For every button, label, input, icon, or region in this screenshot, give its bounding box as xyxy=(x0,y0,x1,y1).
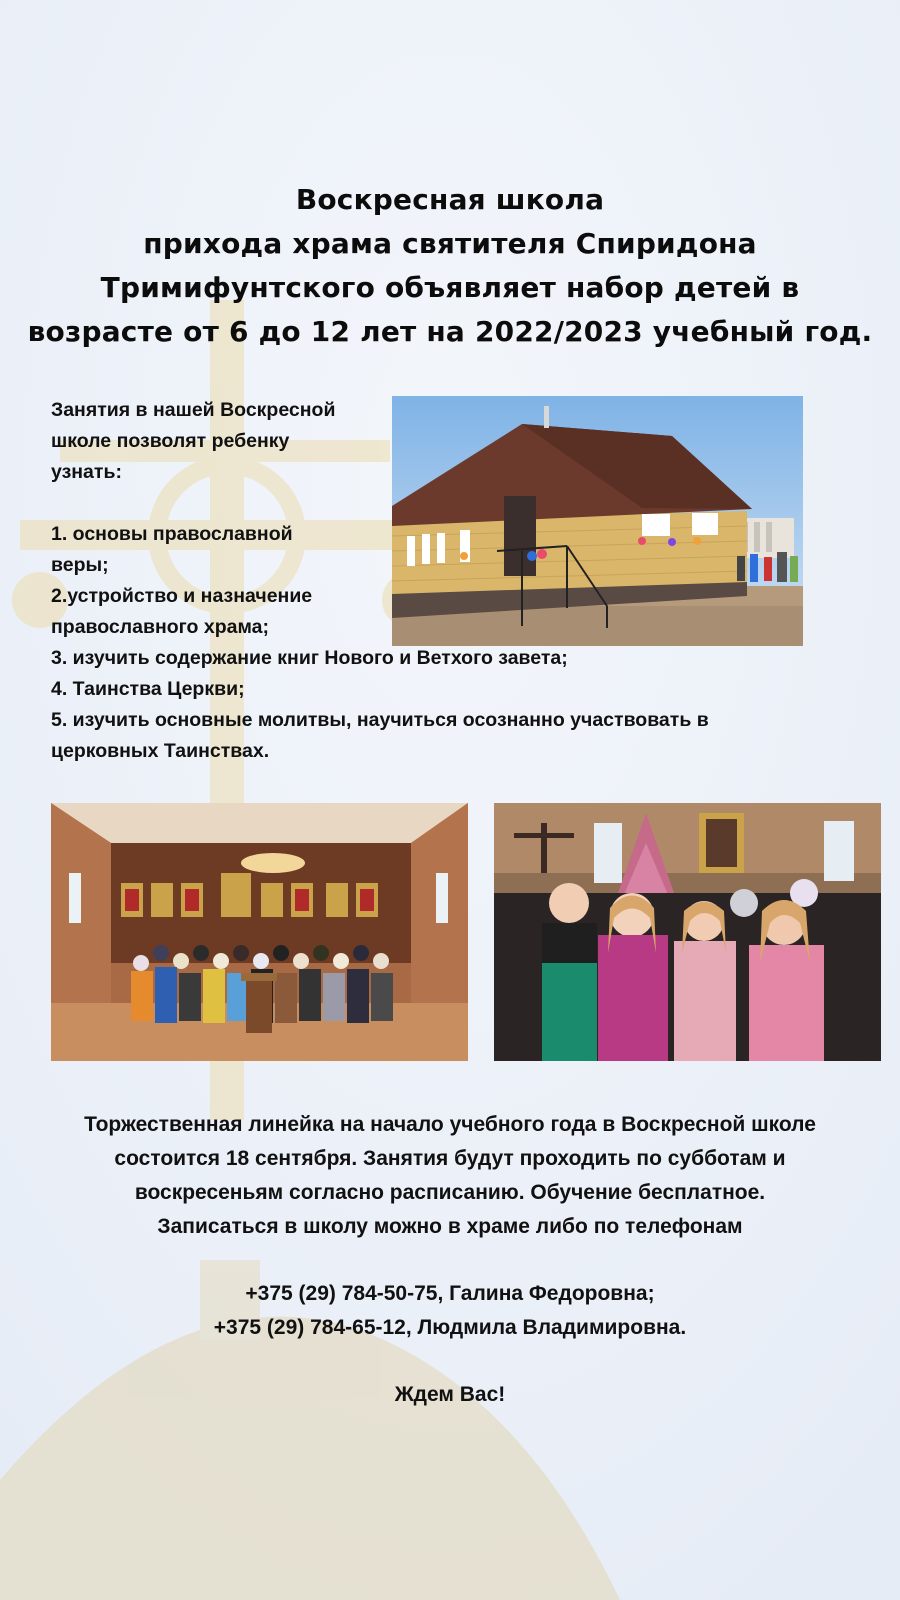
list-item: веры; xyxy=(51,554,109,576)
spacer xyxy=(0,1244,900,1277)
list-item: православного храма; xyxy=(51,616,269,638)
children-singing-photo xyxy=(494,803,881,1061)
announcement-line: воскресеньям согласно расписанию. Обучение бесплатное. xyxy=(134,1181,766,1204)
list-item: 5. изучить основные молитвы, научиться осознанно участвовать в xyxy=(51,709,709,731)
church-interior-photo xyxy=(51,803,468,1061)
school-building-photo xyxy=(392,396,803,646)
list-item: 2.устройство и назначение xyxy=(51,585,313,607)
list-item: 1. основы православной xyxy=(51,523,293,545)
title-line: прихода храма святителя Спиридона xyxy=(143,227,757,260)
title-line: Воскресная школа xyxy=(295,183,605,216)
title-line: Тримифунтского объявляет набор детей в xyxy=(100,271,800,304)
intro-line: Занятия в нашей Воскресной xyxy=(51,399,336,421)
contact-phone: +375 (29) 784-50-75, Галина Федоровна; xyxy=(245,1282,655,1305)
announcement-line: состоится 18 сентября. Занятия будут проходить по субботам и xyxy=(114,1147,786,1170)
list-item: церковных Таинствах. xyxy=(51,740,270,762)
announcement-text xyxy=(0,1108,900,1412)
intro-line: узнать: xyxy=(51,461,122,483)
list-item: 4. Таинства Церкви; xyxy=(51,678,245,700)
page-title xyxy=(0,178,900,354)
announcement-line: Записаться в школу можно в храме либо по телефонам xyxy=(157,1215,743,1238)
closing-text: Ждем Вас! xyxy=(394,1383,506,1406)
announcement-line: Торжественная линейка на начало учебного года в Воскресной школе xyxy=(84,1113,816,1136)
title-line: возрасте от 6 до 12 лет на 2022/2023 учебный год. xyxy=(27,315,873,348)
spacer xyxy=(0,1345,900,1378)
contact-phone: +375 (29) 784-65-12, Людмила Владимировна. xyxy=(213,1316,687,1339)
intro-line: школе позволят ребенку xyxy=(51,430,290,452)
list-item: 3. изучить содержание книг Нового и Ветхого завета; xyxy=(51,647,568,669)
